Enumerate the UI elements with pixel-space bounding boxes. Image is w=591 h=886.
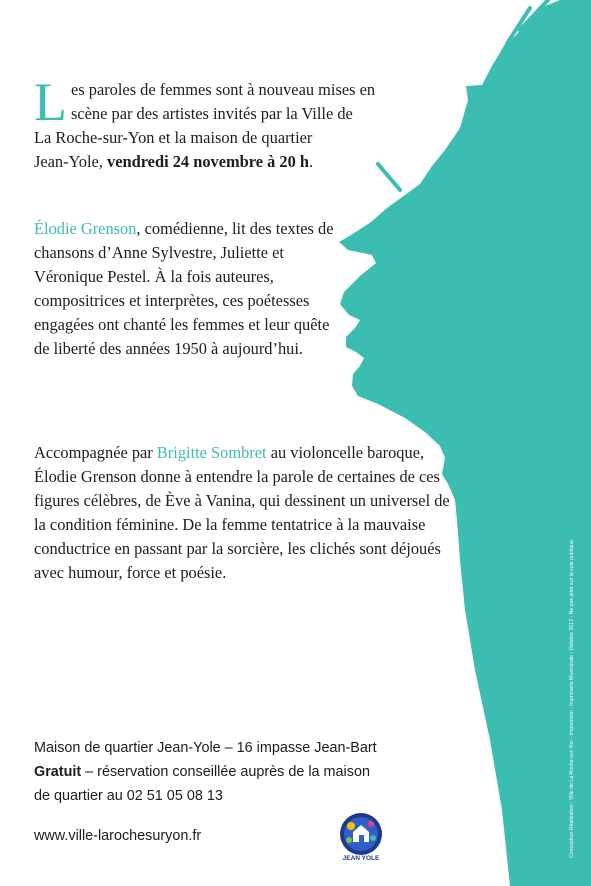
event-date: vendredi 24 novembre à 20 h	[107, 152, 310, 171]
artist1-paragraph	[34, 217, 334, 361]
intro-line-4	[34, 150, 444, 174]
logo-text: JEAN YOLE	[342, 855, 380, 862]
intro-line-4-text: Jean-Yole,	[34, 152, 107, 171]
drop-cap: L	[34, 72, 67, 132]
artist1-text: , comédienne, lit des textes de chansons d’Anne Sylvestre, Juliette et Véronique Pestel. À la fois auteures, compositrices et interprètes, ces poétesses engagées ont chanté les femmes et leur quête de liberté des années 1950 à aujourd’hui.	[34, 219, 334, 358]
reservation-text-1: – réservation conseillée auprès de la maison	[81, 764, 370, 780]
intro-line-2: scène par des artistes invités par la Ville de	[71, 104, 353, 123]
jean-yole-logo-icon	[338, 812, 384, 864]
intro-line-3	[34, 126, 444, 150]
reservation-line-2: de quartier au 02 51 05 08 13	[34, 788, 223, 804]
intro-paragraph	[34, 72, 444, 174]
artist2-text: au violoncelle baroque, Élodie Grenson donne à entendre la parole de certaines de ces figures célèbres, de Ève à Vanina, qui dessinent un universel de la condition féminine. De la femme tentatrice à la mauvaise conductrice en passant par la sorcière, les clichés sont déjoués avec humour, force et poésie.	[34, 443, 450, 582]
practical-info	[34, 736, 414, 808]
venue-address: Maison de quartier Jean-Yole – 16 impasse Jean-Bart	[34, 740, 377, 756]
artist2-name: Brigitte Sombret	[156, 443, 267, 462]
intro-line-1: es paroles de femmes sont à nouveau mises en	[71, 80, 376, 99]
artist2-paragraph	[34, 441, 454, 585]
credits-vertical: Conception-Réalisation : Ville de La Roche-sur-Yon - Impression : Imprimerie Municipale - Octobre 2017 - Ne pas jeter sur la voie publique.	[569, 538, 575, 858]
website-link[interactable]: www.ville-larochesuryon.fr	[34, 828, 202, 844]
artist1-name: Élodie Grenson	[34, 219, 137, 238]
free-label: Gratuit	[34, 764, 82, 780]
reservation-line-1	[34, 760, 414, 784]
artist2-intro: Accompagnée par	[34, 443, 157, 462]
intro-line-4-end: .	[309, 152, 314, 171]
intro-line-3-text: La Roche-sur-Yon et la maison de quartier	[34, 128, 313, 147]
